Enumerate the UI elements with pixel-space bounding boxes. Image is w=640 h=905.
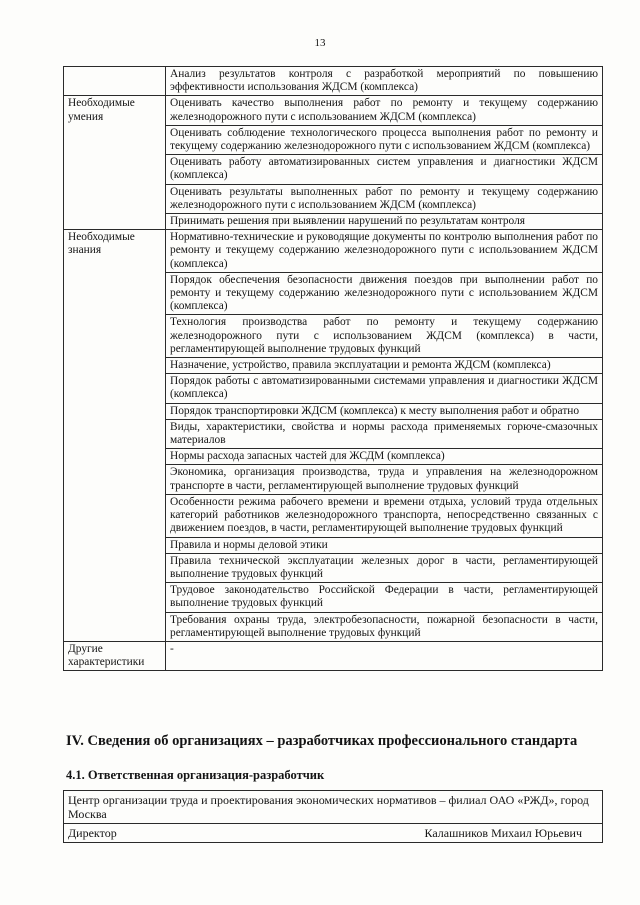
other-value: - — [166, 641, 603, 670]
knowledge-item: Трудовое законодательство Российской Федерации в части, регламентирующей выполнение трудовых функций — [166, 583, 603, 612]
skills-label: Необходимые умения — [64, 96, 166, 230]
knowledge-item: Порядок обеспечения безопасности движения поездов при выполнении работ по ремонту и текущему содержанию железнодорожного пути с использованием ЖДСМ (комплекса) — [166, 272, 603, 315]
organization-name-row — [64, 791, 603, 824]
page-number: 13 — [314, 37, 326, 49]
table-row — [64, 641, 603, 670]
skill-item: Оценивать результаты выполненных работ по ремонту и текущему содержанию железнодорожного пути с использованием ЖДСМ (комплекса) — [166, 184, 603, 213]
skill-item: Оценивать качество выполнения работ по ремонту и текущему содержанию железнодорожного пути с использованием ЖДСМ (комплекса) — [166, 96, 603, 125]
skills-knowledge-table — [63, 66, 603, 671]
subsection-heading: 4.1. Ответственная организация-разработчик — [66, 768, 325, 782]
knowledge-item: Правила технической эксплуатации железных дорог в части, регламентирующей выполнение трудовых функций — [166, 553, 603, 582]
knowledge-item: Экономика, организация производства, труда и управления на железнодорожном транспорте в части, регламентирующей выполнение трудовых функций — [166, 465, 603, 494]
knowledge-item: Нормативно-технические и руководящие документы по контролю выполнения работ по ремонту и текущему содержанию железнодорожного пути с использованием ЖДСМ (комплекса) — [166, 230, 603, 273]
skill-item: Принимать решения при выявлении нарушений по результатам контроля — [166, 214, 603, 230]
skill-item: Оценивать соблюдение технологического процесса выполнения работ по ремонту и текущему содержанию железнодорожного пути с использованием ЖДСМ (комплекса) — [166, 125, 603, 154]
organization-name: Центр организации труда и проектирования экономических нормативов – филиал ОАО «РЖД», город Москва — [64, 791, 603, 824]
table-row — [64, 96, 603, 125]
blank-label-cell — [64, 67, 166, 96]
table-row — [64, 67, 603, 96]
organization-table — [63, 790, 603, 843]
table-item: Анализ результатов контроля с разработкой мероприятий по повышению эффективности использования ЖДСМ (комплекса) — [166, 67, 603, 96]
knowledge-item: Назначение, устройство, правила эксплуатации и ремонта ЖДСМ (комплекса) — [166, 358, 603, 374]
director-position: Директор — [68, 826, 117, 840]
knowledge-item: Требования охраны труда, электробезопасности, пожарной безопасности в части, регламентирующей выполнение трудовых функций — [166, 612, 603, 641]
table-row — [64, 230, 603, 273]
knowledge-item: Виды, характеристики, свойства и нормы расхода применяемых горюче-смазочных материалов — [166, 419, 603, 448]
section-heading: IV. Сведения об организациях – разработчиках профессионального стандарта — [66, 733, 578, 749]
other-label: Другие характеристики — [64, 641, 166, 670]
knowledge-item: Нормы расхода запасных частей для ЖСДМ (комплекса) — [166, 449, 603, 465]
knowledge-label: Необходимые знания — [64, 230, 166, 642]
organization-director-row — [64, 824, 603, 843]
director-name: Калашников Михаил Юрьевич — [424, 826, 582, 840]
knowledge-item: Порядок транспортировки ЖДСМ (комплекса) к месту выполнения работ и обратно — [166, 403, 603, 419]
knowledge-item: Особенности режима рабочего времени и времени отдыха, условий труда отдельных категорий работников железнодорожного транспорта, непосредственно связанных с движением поездов, в части, регламентирующей выполнение трудовых функций — [166, 494, 603, 537]
knowledge-item: Технология производства работ по ремонту и текущему содержанию железнодорожного пути с использованием ЖДСМ (комплекса) в части, регламентирующей выполнение трудовых функций — [166, 315, 603, 358]
director-cell — [64, 824, 603, 843]
director-row — [68, 826, 598, 840]
knowledge-item: Порядок работы с автоматизированными системами управления и диагностики ЖДСМ (комплекса) — [166, 374, 603, 403]
skill-item: Оценивать работу автоматизированных систем управления и диагностики ЖДСМ (комплекса) — [166, 155, 603, 184]
knowledge-item: Правила и нормы деловой этики — [166, 537, 603, 553]
